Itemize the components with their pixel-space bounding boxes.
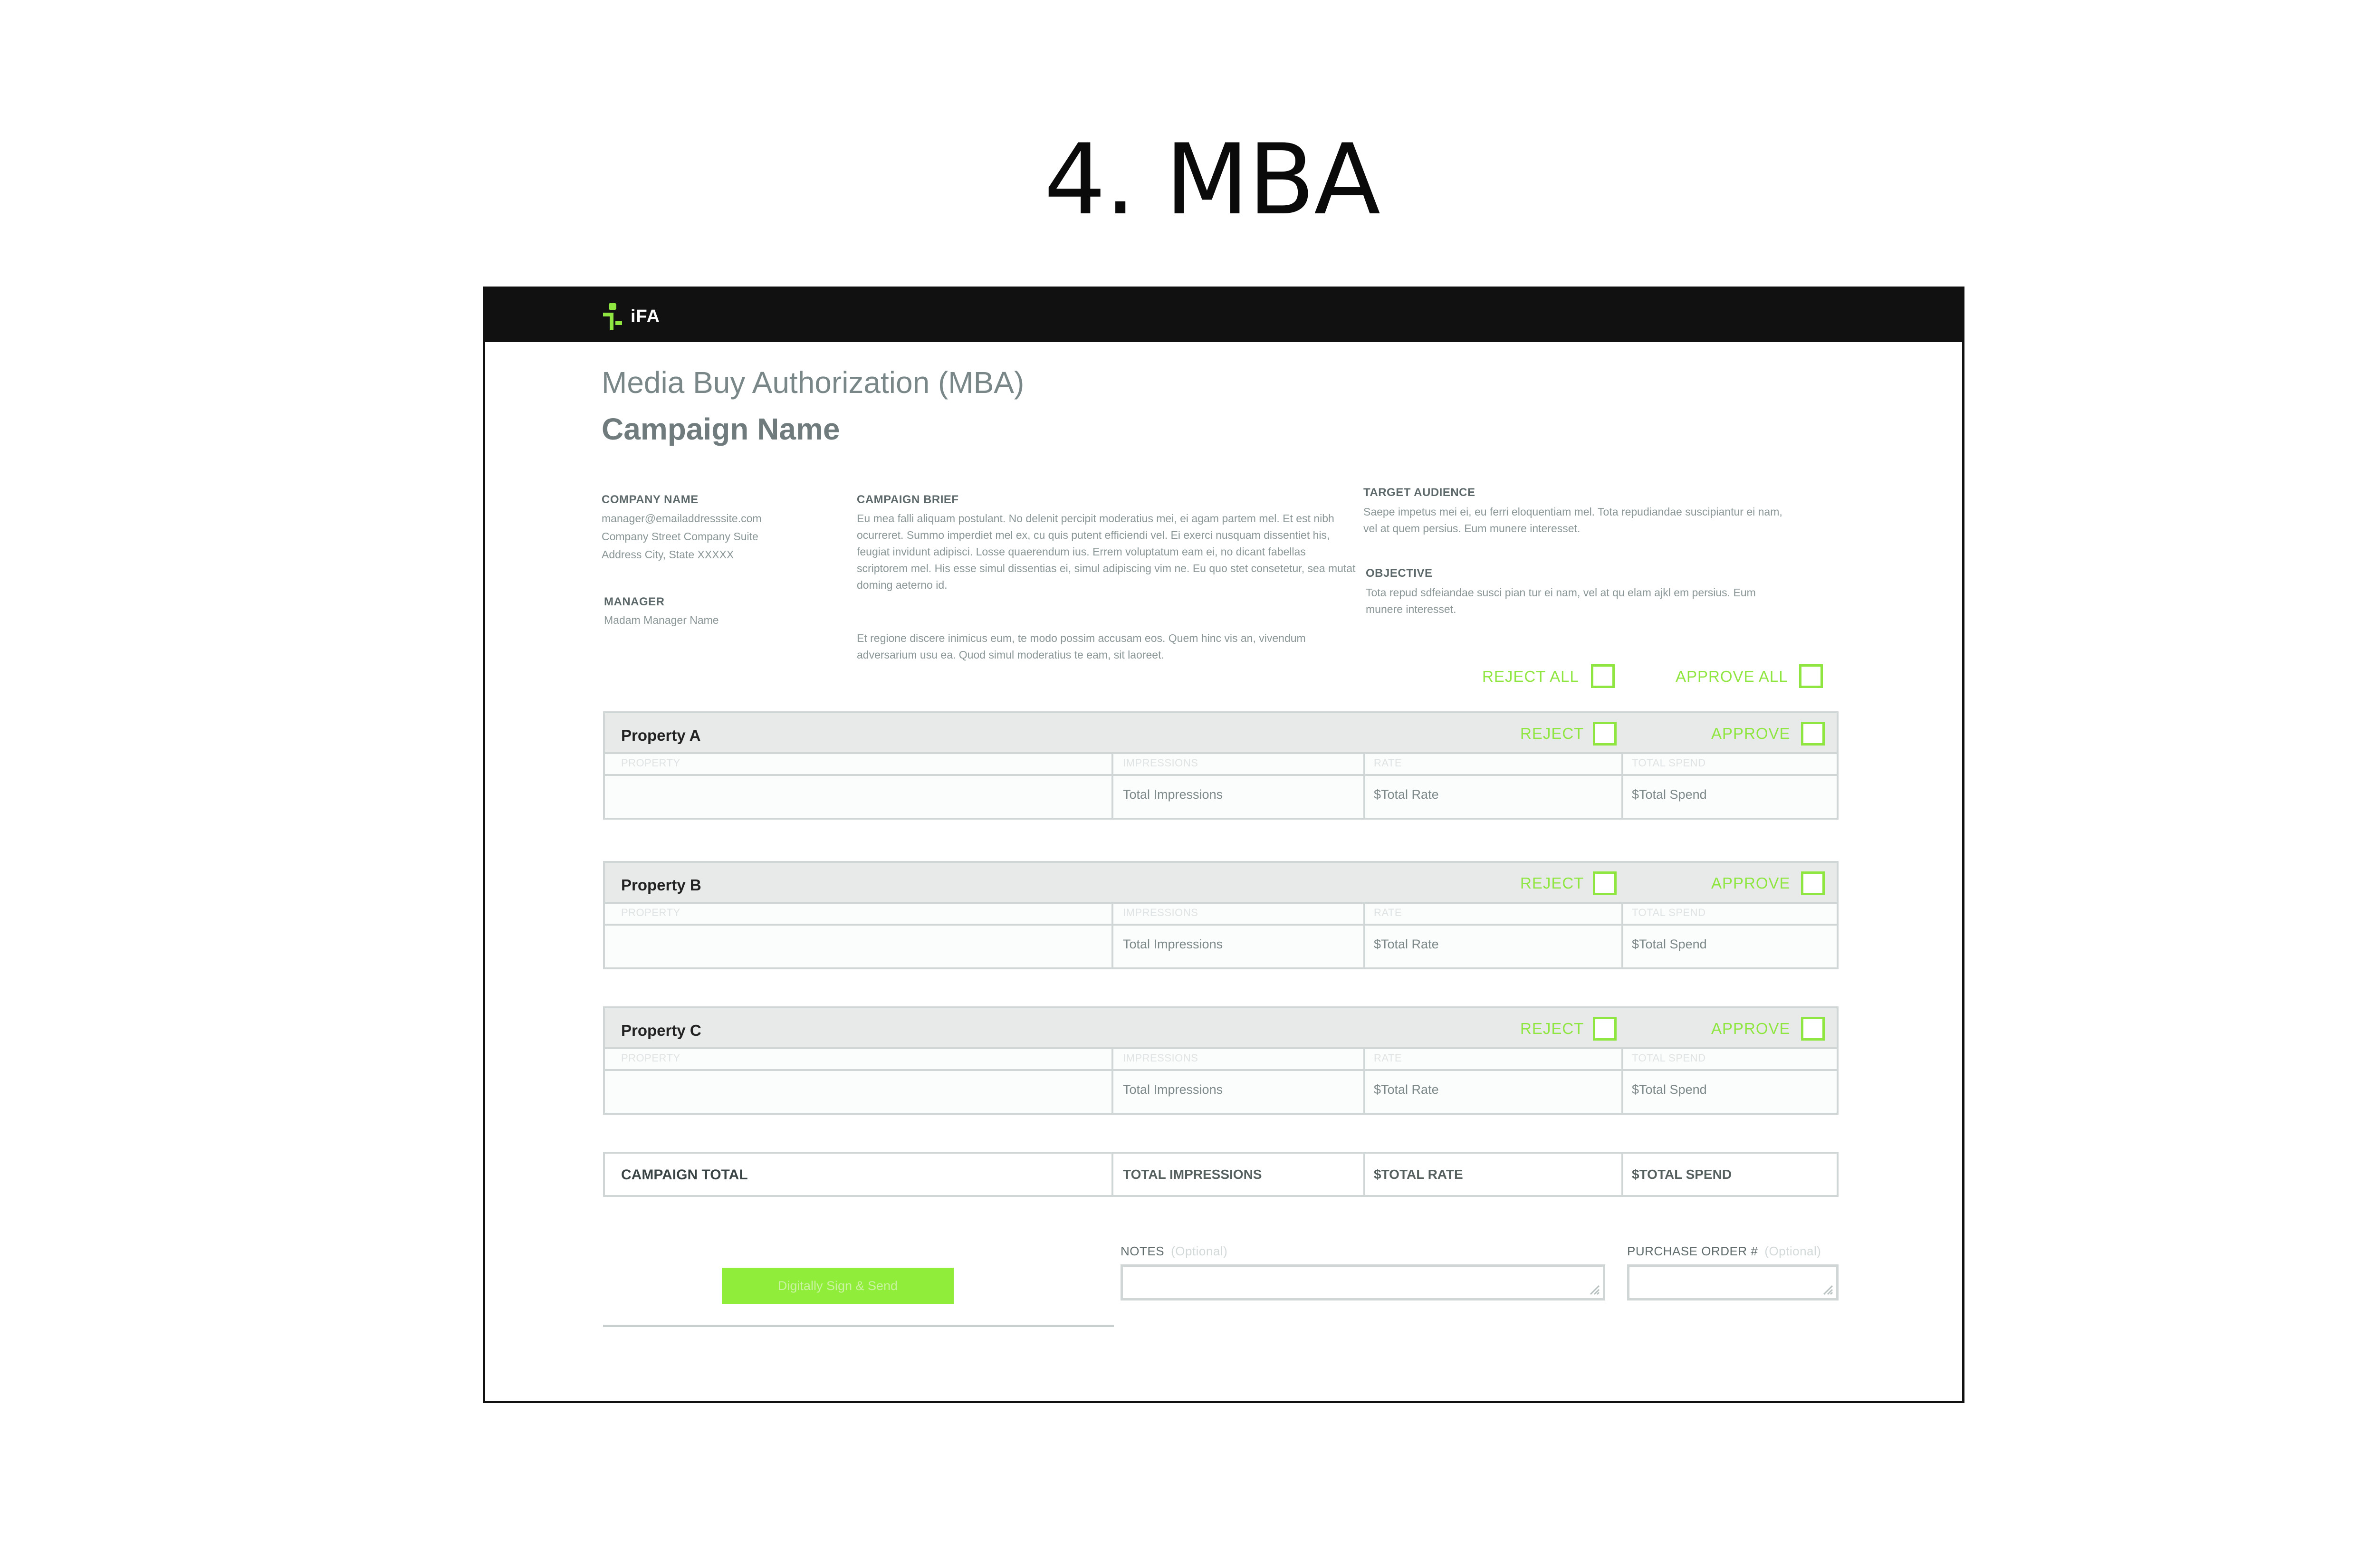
brand-name: iFA [631,306,661,326]
objective-label: OBJECTIVE [1366,567,1433,580]
po-optional-hint: (Optional) [1764,1244,1821,1258]
approve-label: APPROVE [1711,725,1791,742]
column-header-total-spend: TOTAL SPEND [1632,907,1706,918]
audience-label: TARGET AUDIENCE [1363,486,1475,499]
company-label: COMPANY NAME [602,493,699,506]
company-city: Address City, State XXXXX [602,548,734,561]
resize-handle-icon [1587,1282,1600,1295]
brief-label: CAMPAIGN BRIEF [857,493,959,506]
table-divider [605,924,1837,926]
column-divider [1363,1049,1365,1113]
audience-text: Saepe impetus mei ei, eu ferri eloquentiam mel. Tota repudiandae suscipiantur ei nam, vel at quem persius. Eum munere interesset. [1363,506,1782,535]
total-rate: $TOTAL RATE [1374,1167,1463,1182]
table-divider [605,774,1837,776]
notes-textarea[interactable] [1121,1264,1605,1300]
property-table [603,904,1839,969]
spend-value: $Total Spend [1632,787,1707,802]
rate-value: $Total Rate [1374,937,1439,951]
notes-label [1121,1244,1227,1259]
property-table [603,754,1839,820]
column-header-property: PROPERTY [621,907,680,918]
column-divider [1111,904,1113,967]
form-title: Media Buy Authorization (MBA) [602,365,1025,400]
notes-label-text: NOTES [1121,1244,1165,1258]
column-header-rate: RATE [1374,907,1402,918]
objective-text: Tota repud sdfeiandae susci pian tur ei nam, vel at qu elam ajkl em persius. Eum munere interesset. [1366,586,1756,615]
property-name: Property A [621,727,701,744]
rate-value: $Total Rate [1374,1082,1439,1097]
approve-label: APPROVE [1711,874,1791,892]
total-spend: $TOTAL SPEND [1632,1167,1732,1182]
brief-paragraph-1: Eu mea falli aliquam postulant. No delenit percipit moderatius mei, ei agam partem mel. Et est nibh ocurreret. Summo imperdiet mel ex, cu quis putent efficiendi vel. Ei exerci nusquam dissentiet his, feugiat invidunt adipisci. Losse quaerendum ius. Errem voluptatum eam ei, no dicant fabellas scriptorem mel. His esse simul dissentias ei, simul adipiscing vim ne. Eu quo stet consetetur, sea mutat doming aeterno id. [857,512,1356,591]
column-divider [1621,904,1623,967]
column-divider [1621,1154,1623,1195]
property-header [603,1006,1839,1049]
approve-checkbox[interactable] [1801,871,1825,895]
column-header-impressions: IMPRESSIONS [1123,1052,1198,1064]
column-divider [1363,1154,1365,1195]
company-email: manager@emailaddresssite.com [602,512,762,525]
approve-checkbox[interactable] [1801,1017,1825,1041]
po-label [1627,1244,1821,1259]
reject-checkbox[interactable] [1593,871,1617,895]
notes-optional-hint: (Optional) [1171,1244,1228,1258]
campaign-name: Campaign Name [602,412,840,446]
reject-label: REJECT [1520,1020,1584,1037]
column-divider [1111,1154,1113,1195]
ifa-logo-icon [599,302,626,331]
property-name: Property B [621,876,701,894]
column-header-rate: RATE [1374,1052,1402,1064]
spend-value: $Total Spend [1632,937,1707,951]
rate-value: $Total Rate [1374,787,1439,802]
top-bar [485,289,1962,342]
impressions-value: Total Impressions [1123,1082,1223,1097]
manager-name: Madam Manager Name [604,614,719,626]
reject-label: REJECT [1520,725,1584,742]
campaign-total-row [603,1152,1839,1197]
column-header-total-spend: TOTAL SPEND [1632,757,1706,769]
company-street: Company Street Company Suite [602,530,758,543]
column-header-rate: RATE [1374,757,1402,769]
reject-checkbox[interactable] [1593,722,1617,746]
brief-paragraph-2: Et regione discere inimicus eum, te modo possim accusam eos. Quem hinc vis an, vivendum adversarium usu ea. Quod simul moderatius te eam, sit laoreet. [857,632,1306,661]
page-heading: 4. MBA [1044,124,1380,237]
approve-checkbox[interactable] [1801,722,1825,746]
reject-all-label: REJECT ALL [1482,668,1579,685]
column-header-property: PROPERTY [621,757,680,769]
column-header-total-spend: TOTAL SPEND [1632,1052,1706,1064]
property-table [603,1049,1839,1115]
impressions-value: Total Impressions [1123,937,1223,951]
approve-label: APPROVE [1711,1020,1791,1037]
column-divider [1621,1049,1623,1113]
column-header-impressions: IMPRESSIONS [1123,907,1198,918]
brand-logo[interactable] [599,302,660,331]
purchase-order-input[interactable] [1627,1264,1839,1300]
reject-checkbox[interactable] [1593,1017,1617,1041]
column-header-impressions: IMPRESSIONS [1123,757,1198,769]
total-impressions: TOTAL IMPRESSIONS [1123,1167,1262,1182]
sign-and-send-button[interactable]: Digitally Sign & Send [722,1268,954,1304]
property-header [603,711,1839,754]
column-divider [1111,754,1113,818]
column-header-property: PROPERTY [621,1052,680,1064]
column-divider [1363,754,1365,818]
property-header [603,861,1839,904]
column-divider [1621,754,1623,818]
approve-all-label: APPROVE ALL [1676,668,1788,685]
resize-handle-icon [1820,1282,1833,1295]
manager-label: MANAGER [604,595,665,608]
reject-label: REJECT [1520,874,1584,892]
table-divider [605,1069,1837,1071]
campaign-total-label: CAMPAIGN TOTAL [621,1167,748,1183]
column-divider [1363,904,1365,967]
signature-line [603,1325,1114,1327]
mba-window [483,287,1964,1403]
property-name: Property C [621,1022,701,1039]
approve-all-checkbox[interactable] [1799,664,1823,688]
spend-value: $Total Spend [1632,1082,1707,1097]
impressions-value: Total Impressions [1123,787,1223,802]
column-divider [1111,1049,1113,1113]
reject-all-checkbox[interactable] [1591,664,1615,688]
po-label-text: PURCHASE ORDER # [1627,1244,1758,1258]
